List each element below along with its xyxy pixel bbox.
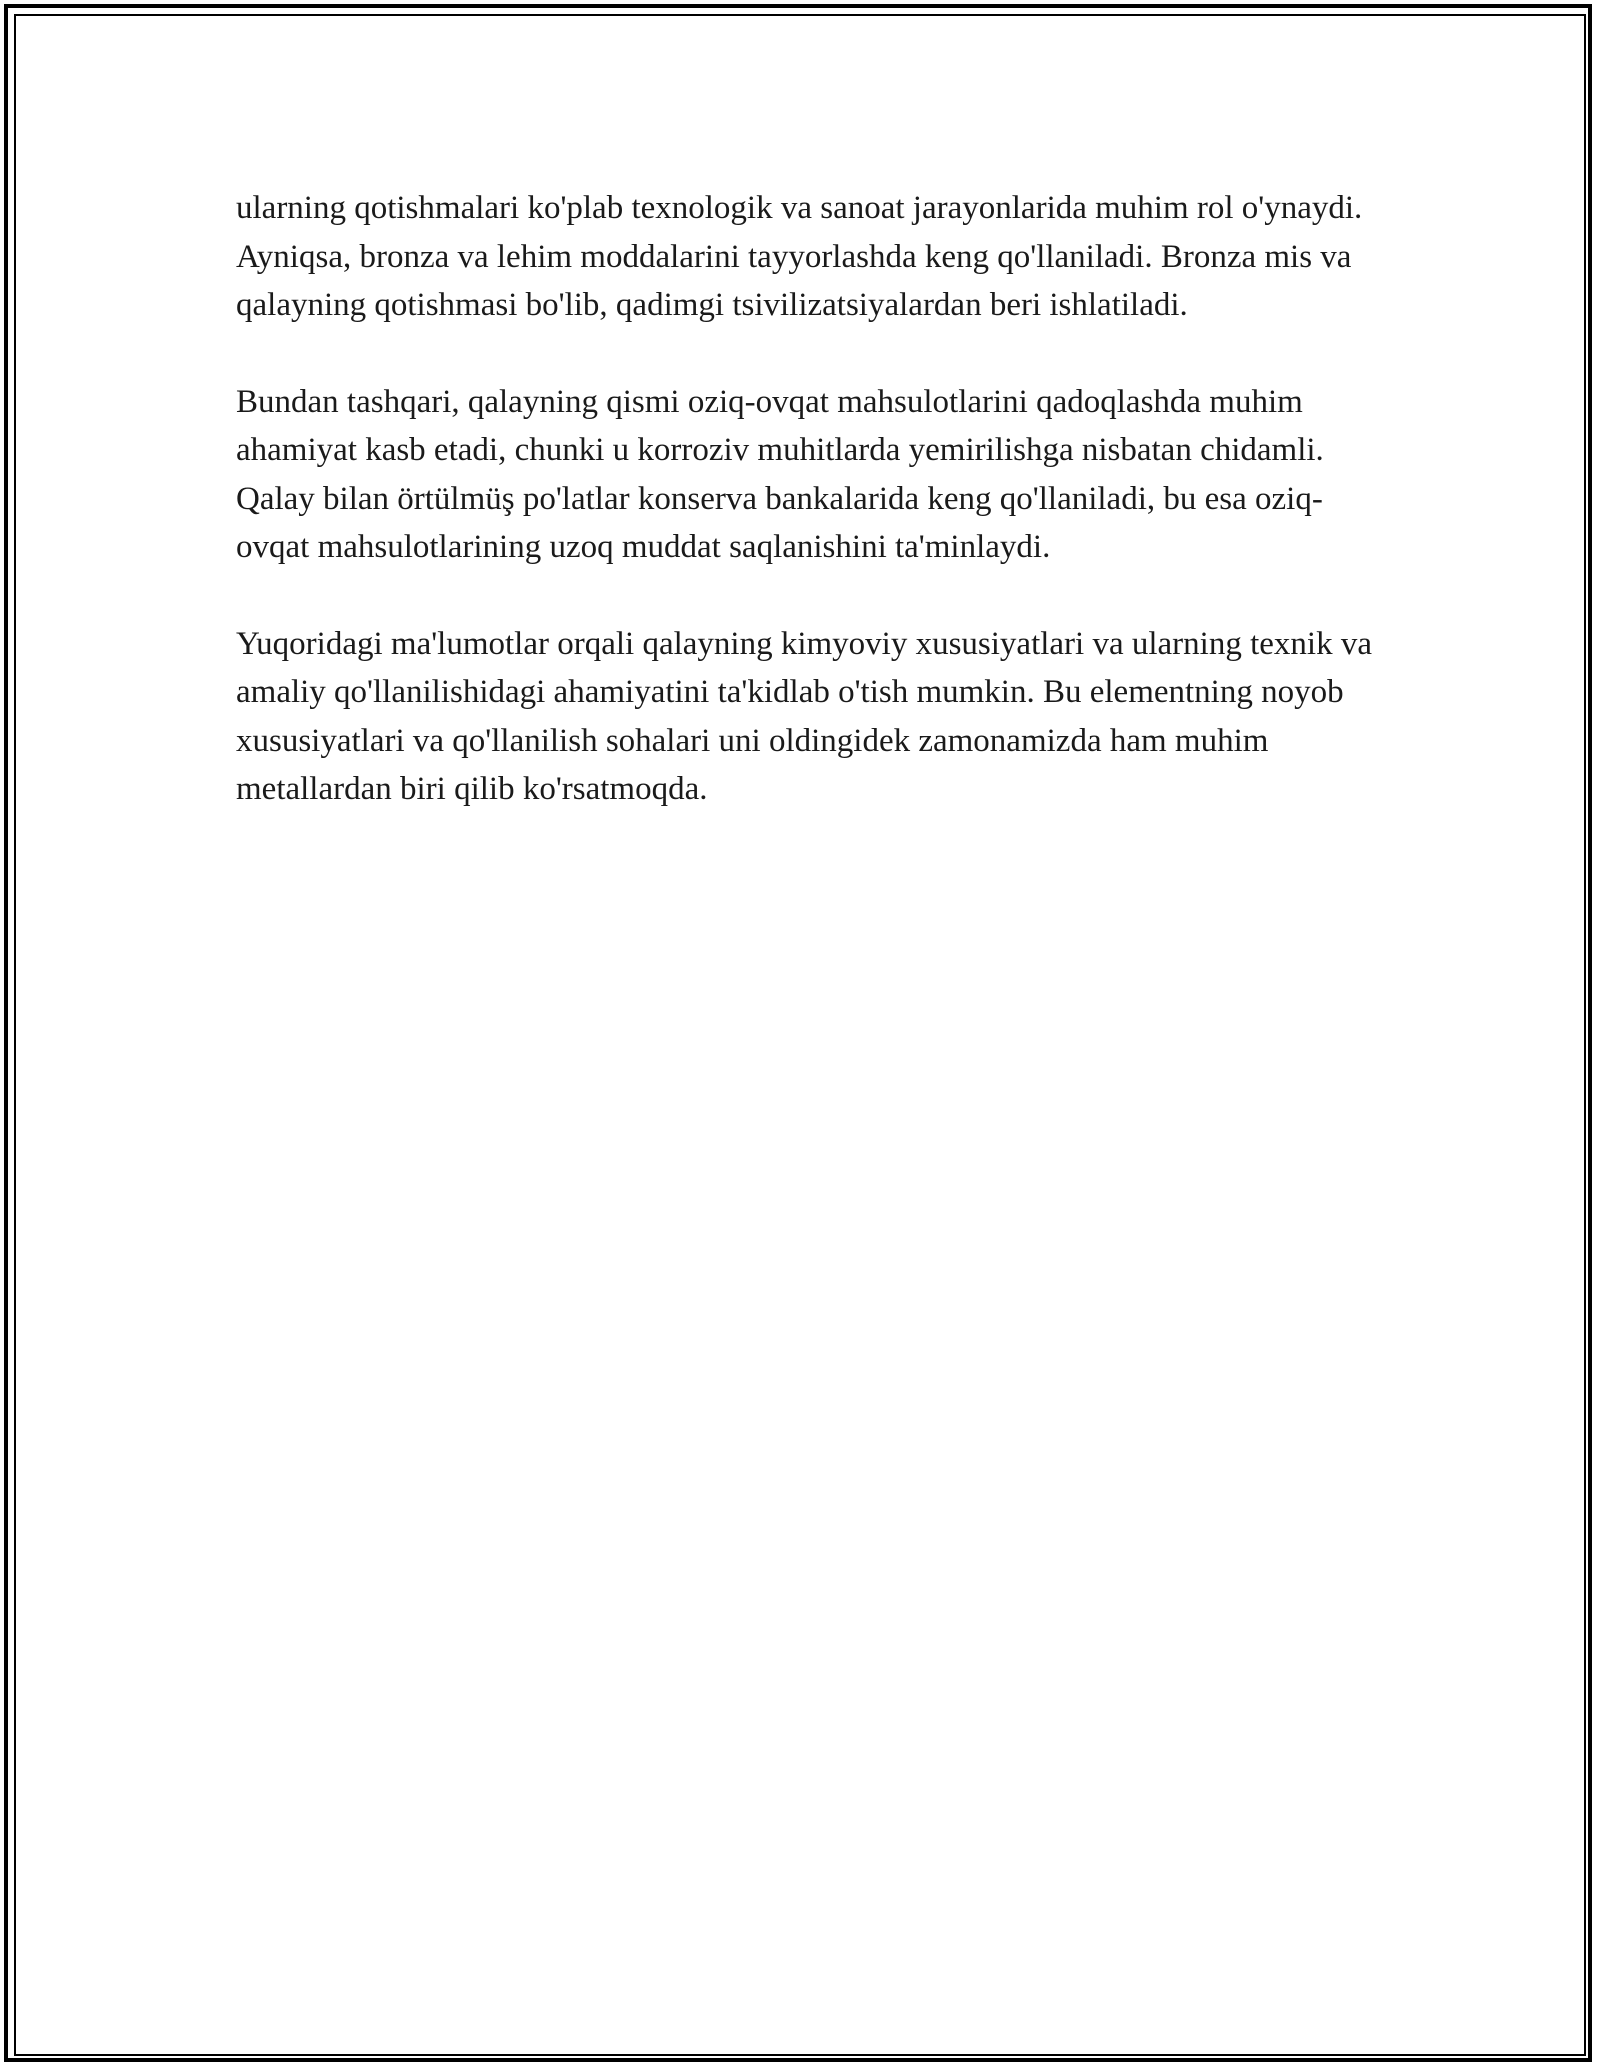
document-body xyxy=(236,184,1376,862)
paragraph-1: ularning qotishmalari ko'plab texnologik va sanoat jarayonlarida muhim rol o'ynaydi. Ayniqsa, bronza va lehim moddalarini tayyorlashda keng qo'llaniladi. Bronza mis va qalayning qotishmasi bo'lib, qadimgi tsivilizatsiyalardan beri ishlatiladi. xyxy=(236,190,1363,323)
paragraph-3: Yuqoridagi ma'lumotlar orqali qalayning kimyoviy xususiyatlari va ularning texnik va amaliy qo'llanilishidagi ahamiyatini ta'kidlab o'tish mumkin. Bu elementning noyob xususiyatlari va qo'llanilish sohalari uni oldingidek zamonamizda ham muhim metallardan biri qilib ko'rsatmoqda. xyxy=(236,625,1372,807)
paragraph-2: Bundan tashqari, qalayning qismi oziq-ovqat mahsulotlarini qadoqlashda muhim ahamiyat kasb etadi, chunki u korroziv muhitlarda yemirilishga nisbatan chidamli. Qalay bilan örtülmüş po'latlar konserva bankalarida keng qo'llaniladi, bu esa oziq-ovqat mahsulotlarining uzoq muddat saqlanishini ta'minlaydi. xyxy=(236,383,1324,565)
